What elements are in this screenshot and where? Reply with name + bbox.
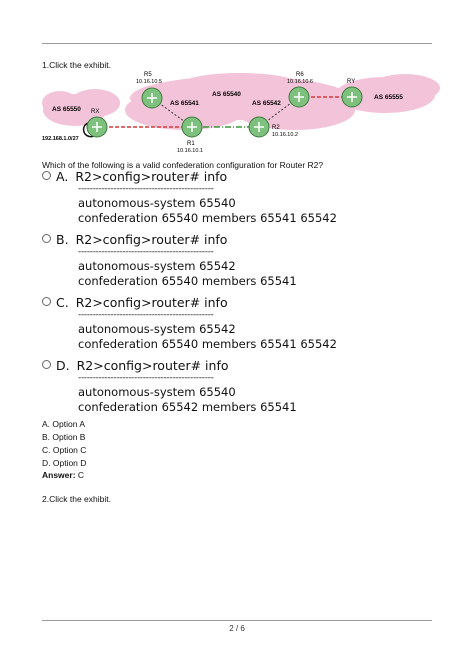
answer-option-a: A. Option A bbox=[42, 419, 85, 429]
option-d-line2: confederation 65542 members 65541 bbox=[78, 400, 297, 414]
answer-option-d: D. Option D bbox=[42, 458, 87, 468]
option-b-line1: autonomous-system 65542 bbox=[78, 259, 236, 273]
label-as65550: AS 65550 bbox=[52, 106, 81, 113]
answer-option-b: B. Option B bbox=[42, 432, 86, 442]
label-r2: R2 bbox=[272, 125, 280, 131]
option-a-command: R2>config>router# info bbox=[75, 169, 228, 184]
router-ry-icon bbox=[342, 87, 362, 107]
question-1-heading: 1.Click the exhibit. bbox=[42, 60, 111, 70]
label-as65542: AS 65542 bbox=[252, 100, 281, 107]
router-r1-icon bbox=[182, 117, 202, 137]
label-r5-ip: 10.16.10.5 bbox=[136, 79, 162, 85]
option-d-dashes: ---------------------------------------------- bbox=[78, 373, 214, 383]
radio-a-icon[interactable] bbox=[42, 171, 51, 180]
label-r1: R1 bbox=[187, 141, 195, 147]
option-b-command: R2>config>router# info bbox=[75, 232, 228, 247]
option-b-dashes: ---------------------------------------------- bbox=[78, 247, 214, 257]
option-d-command: R2>config>router# info bbox=[76, 358, 229, 373]
option-b-line2: confederation 65540 members 65541 bbox=[78, 274, 297, 288]
bottom-divider bbox=[42, 620, 432, 621]
label-r1-ip: 10.16.10.1 bbox=[177, 148, 203, 154]
option-a[interactable] bbox=[42, 169, 337, 225]
option-a-line1: autonomous-system 65540 bbox=[78, 196, 236, 210]
option-c-letter: C. bbox=[56, 295, 69, 310]
option-c-line2: confederation 65540 members 65541 65542 bbox=[78, 337, 337, 351]
option-a-dashes: ---------------------------------------------- bbox=[78, 184, 214, 194]
option-c-command: R2>config>router# info bbox=[75, 295, 228, 310]
option-d[interactable] bbox=[42, 358, 297, 414]
answer-option-c: C. Option C bbox=[42, 445, 87, 455]
top-divider bbox=[42, 43, 432, 44]
router-rx-icon bbox=[87, 117, 107, 137]
radio-d-icon[interactable] bbox=[42, 360, 51, 369]
option-c-dashes: ---------------------------------------------- bbox=[78, 310, 214, 320]
router-r6-icon bbox=[289, 87, 309, 107]
label-as65555: AS 65555 bbox=[374, 94, 403, 101]
option-b-letter: B. bbox=[56, 232, 69, 247]
router-r2-icon bbox=[249, 117, 269, 137]
label-ry: RY bbox=[347, 79, 356, 85]
question-2-heading: 2.Click the exhibit. bbox=[42, 494, 111, 504]
option-a-line2: confederation 65540 members 65541 65542 bbox=[78, 211, 337, 225]
option-d-letter: D. bbox=[56, 358, 70, 373]
label-subnet: 192.168.1.0/27 bbox=[42, 136, 79, 142]
option-c[interactable] bbox=[42, 295, 337, 351]
option-c-line1: autonomous-system 65542 bbox=[78, 322, 236, 336]
answer-line bbox=[42, 470, 84, 480]
answer-label: Answer: bbox=[42, 470, 76, 480]
radio-c-icon[interactable] bbox=[42, 297, 51, 306]
label-rx: RX bbox=[91, 109, 100, 115]
router-r5-icon bbox=[142, 88, 162, 108]
label-r6: R6 bbox=[296, 72, 304, 78]
label-r6-ip: 10.16.10.6 bbox=[287, 79, 313, 85]
option-a-letter: A. bbox=[56, 169, 69, 184]
answer-value: C bbox=[77, 470, 85, 480]
label-as65541: AS 65541 bbox=[170, 100, 199, 107]
question-1-prompt: Which of the following is a valid confederation configuration for Router R2? bbox=[42, 160, 324, 170]
radio-b-icon[interactable] bbox=[42, 234, 51, 243]
label-as65540: AS 65540 bbox=[212, 91, 241, 98]
label-r5: R5 bbox=[144, 72, 152, 78]
label-r2-ip: 10.16.10.2 bbox=[272, 132, 298, 138]
page-number: 2 / 6 bbox=[229, 624, 245, 633]
option-d-line1: autonomous-system 65540 bbox=[78, 385, 236, 399]
option-b[interactable] bbox=[42, 232, 297, 288]
